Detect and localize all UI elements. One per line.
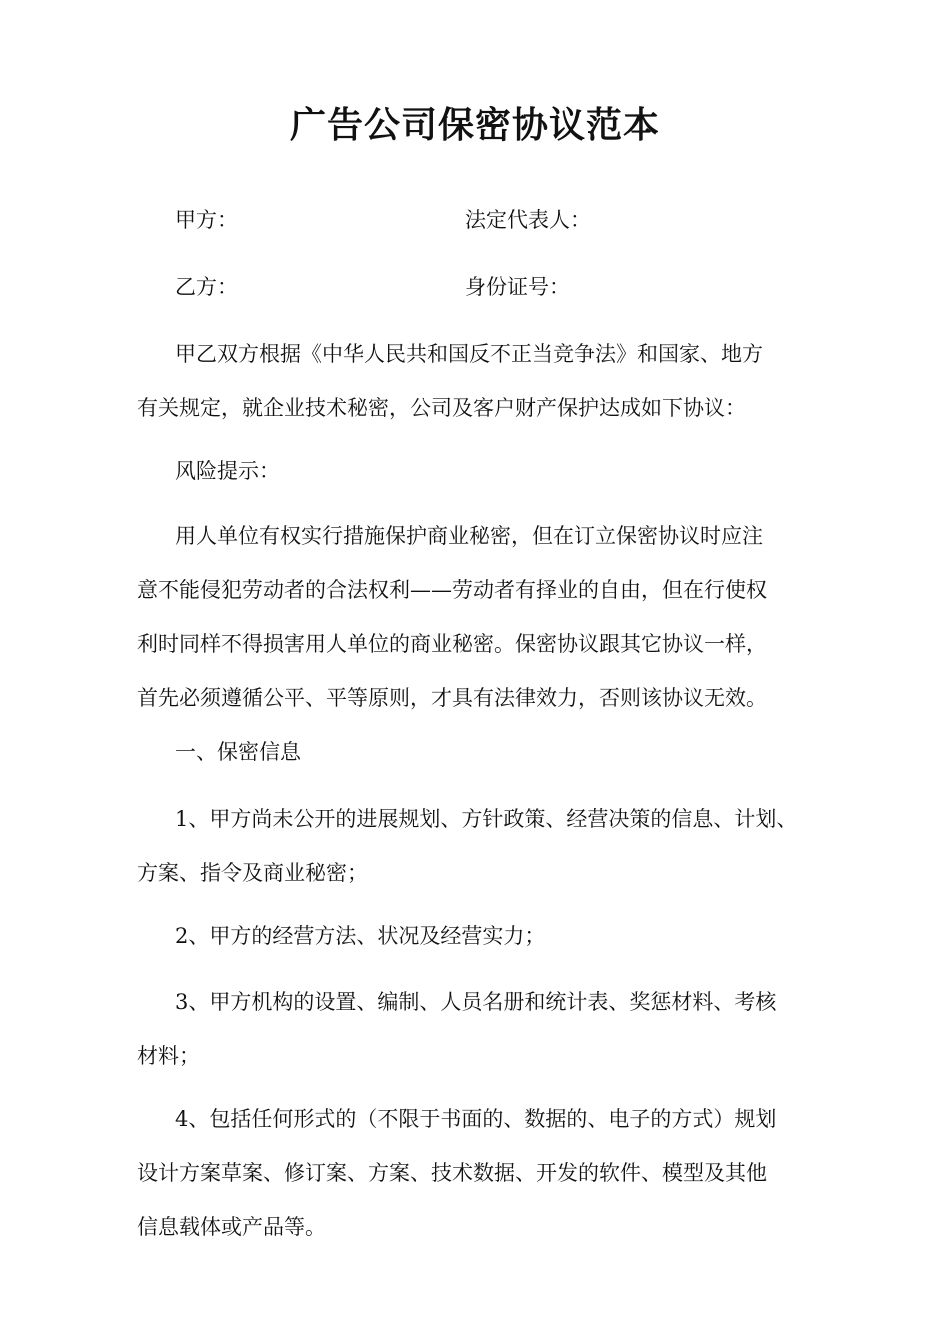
party-a-label: 甲方： — [175, 208, 238, 232]
paragraph-line: 意不能侵犯劳动者的合法权利——劳动者有择业的自由，但在行使权 — [137, 578, 767, 602]
paragraph-line: 4、包括任何形式的（不限于书面的、数据的、电子的方式）规划 — [175, 1107, 777, 1131]
paragraph-line: 首先必须遵循公平、平等原则，才具有法律效力，否则该协议无效。 — [137, 686, 767, 710]
paragraph-line: 信息载体或产品等。 — [137, 1215, 326, 1239]
clause-4 — [137, 1104, 837, 1242]
paragraph-line: 甲乙双方根据《中华人民共和国反不正当竞争法》和国家、地方 — [175, 342, 763, 366]
clause-3 — [137, 987, 837, 1071]
paragraph-risk-text — [137, 521, 837, 713]
paragraph-line: 1、甲方尚未公开的进展规划、方针政策、经营决策的信息、计划、 — [175, 807, 798, 831]
paragraph-line: 一、保密信息 — [175, 740, 301, 764]
clause-2 — [137, 921, 837, 951]
paragraph-line: 设计方案草案、修订案、方案、技术数据、开发的软件、模型及其他 — [137, 1161, 767, 1185]
section-heading-confidential-info — [137, 737, 837, 767]
id-number-label: 身份证号： — [465, 275, 570, 299]
legal-representative-label: 法定代表人： — [465, 208, 591, 232]
paragraph-line: 利时同样不得损害用人单位的商业秘密。保密协议跟其它协议一样， — [137, 632, 767, 656]
paragraph-intro — [137, 339, 837, 423]
paragraph-line: 有关规定，就企业技术秘密，公司及客户财产保护达成如下协议： — [137, 396, 746, 420]
paragraph-line: 材料； — [137, 1044, 200, 1068]
paragraph-line: 方案、指令及商业秘密； — [137, 861, 368, 885]
clause-1 — [137, 804, 837, 888]
document-title: 广告公司保密协议范本 — [289, 104, 660, 146]
paragraph-line: 2、甲方的经营方法、状况及经营实力； — [175, 924, 546, 948]
paragraph-risk-heading — [137, 456, 837, 486]
paragraph-line: 3、甲方机构的设置、编制、人员名册和统计表、奖惩材料、考核 — [175, 990, 777, 1014]
paragraph-line: 用人单位有权实行措施保护商业秘密，但在订立保密协议时应注 — [175, 524, 763, 548]
party-b-label: 乙方： — [175, 275, 238, 299]
paragraph-line: 风险提示： — [175, 459, 280, 483]
